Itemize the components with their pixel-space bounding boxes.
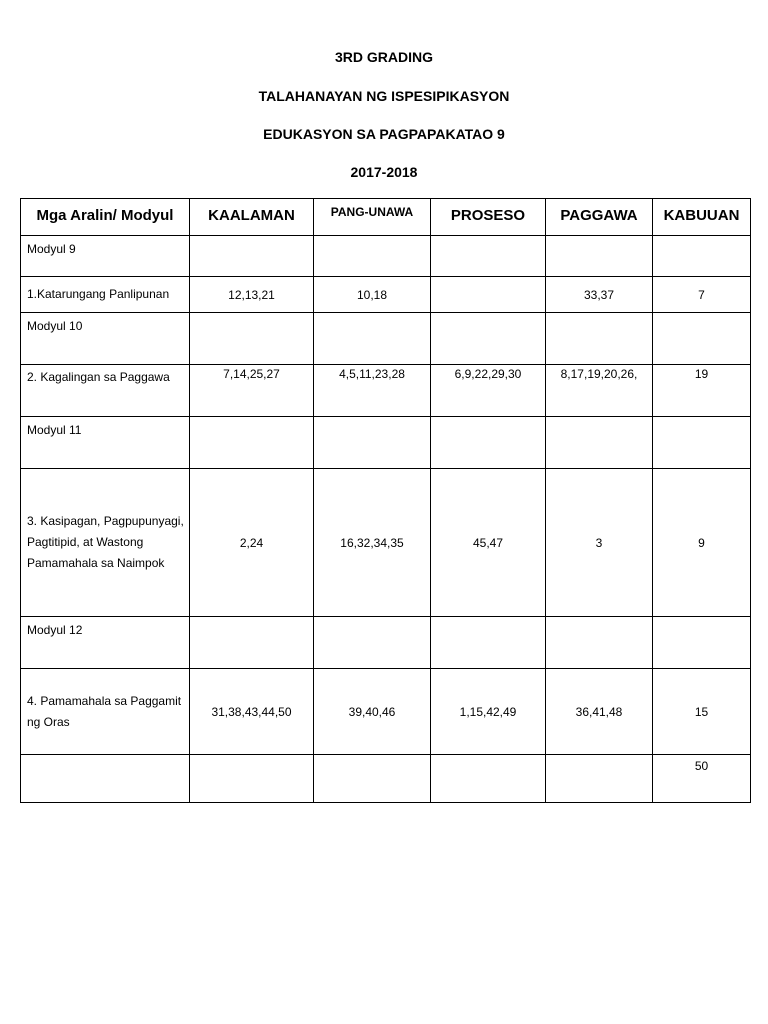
kabuuan-cell: 15 [653, 669, 751, 755]
subject-heading: EDUKASYON SA PAGPAPAKATAO 9 [263, 126, 505, 142]
specification-table [20, 198, 751, 803]
modyul-label: Modyul 9 [21, 236, 190, 277]
kaalaman-cell: 31,38,43,44,50 [190, 669, 314, 755]
grading-period-heading: 3RD GRADING [334, 49, 433, 65]
table-row [21, 277, 751, 313]
lesson-label: 1.Katarungang Panlipunan [21, 277, 190, 313]
header-pang-unawa: PANG-UNAWA [314, 199, 431, 236]
pang-unawa-cell: 10,18 [314, 277, 431, 313]
proseso-cell: 45,47 [431, 469, 546, 617]
document-title-heading: TALAHANAYAN NG ISPESIPIKASYON [258, 88, 510, 104]
modyul-label: Modyul 11 [21, 417, 190, 469]
modyul-label: Modyul 12 [21, 617, 190, 669]
proseso-cell: 6,9,22,29,30 [431, 365, 546, 417]
proseso-cell [431, 277, 546, 313]
paggawa-cell: 36,41,48 [546, 669, 653, 755]
table-header-row [21, 199, 751, 236]
kabuuan-cell: 7 [653, 277, 751, 313]
kaalaman-cell: 7,14,25,27 [190, 365, 314, 417]
paggawa-cell: 3 [546, 469, 653, 617]
table-row [21, 469, 751, 617]
pang-unawa-cell: 16,32,34,35 [314, 469, 431, 617]
table-row [21, 617, 751, 669]
header-kaalaman: KAALAMAN [190, 199, 314, 236]
kabuuan-cell: 19 [653, 365, 751, 417]
table-row [21, 365, 751, 417]
kabuuan-cell: 9 [653, 469, 751, 617]
table-row [21, 417, 751, 469]
school-year-heading: 2017-2018 [350, 164, 418, 180]
lesson-label: 3. Kasipagan, Pagpupunyagi, Pagtitipid, at Wastong Pamamahala sa Naimpok [21, 469, 190, 617]
kaalaman-cell: 2,24 [190, 469, 314, 617]
table-row [21, 313, 751, 365]
paggawa-cell: 33,37 [546, 277, 653, 313]
lesson-label: 4. Pamamahala sa Paggamit ng Oras [21, 669, 190, 755]
kaalaman-cell: 12,13,21 [190, 277, 314, 313]
grand-total-cell: 50 [653, 755, 751, 803]
proseso-cell: 1,15,42,49 [431, 669, 546, 755]
paggawa-cell: 8,17,19,20,26, [546, 365, 653, 417]
header-proseso: PROSESO [431, 199, 546, 236]
pang-unawa-cell: 4,5,11,23,28 [314, 365, 431, 417]
modyul-label: Modyul 10 [21, 313, 190, 365]
table-row [21, 236, 751, 277]
lesson-label: 2. Kagalingan sa Paggawa [21, 365, 190, 417]
total-row [21, 755, 751, 803]
header-kabuuan: KABUUAN [653, 199, 751, 236]
pang-unawa-cell: 39,40,46 [314, 669, 431, 755]
header-aralin: Mga Aralin/ Modyul [21, 199, 190, 236]
table-row [21, 669, 751, 755]
header-paggawa: PAGGAWA [546, 199, 653, 236]
